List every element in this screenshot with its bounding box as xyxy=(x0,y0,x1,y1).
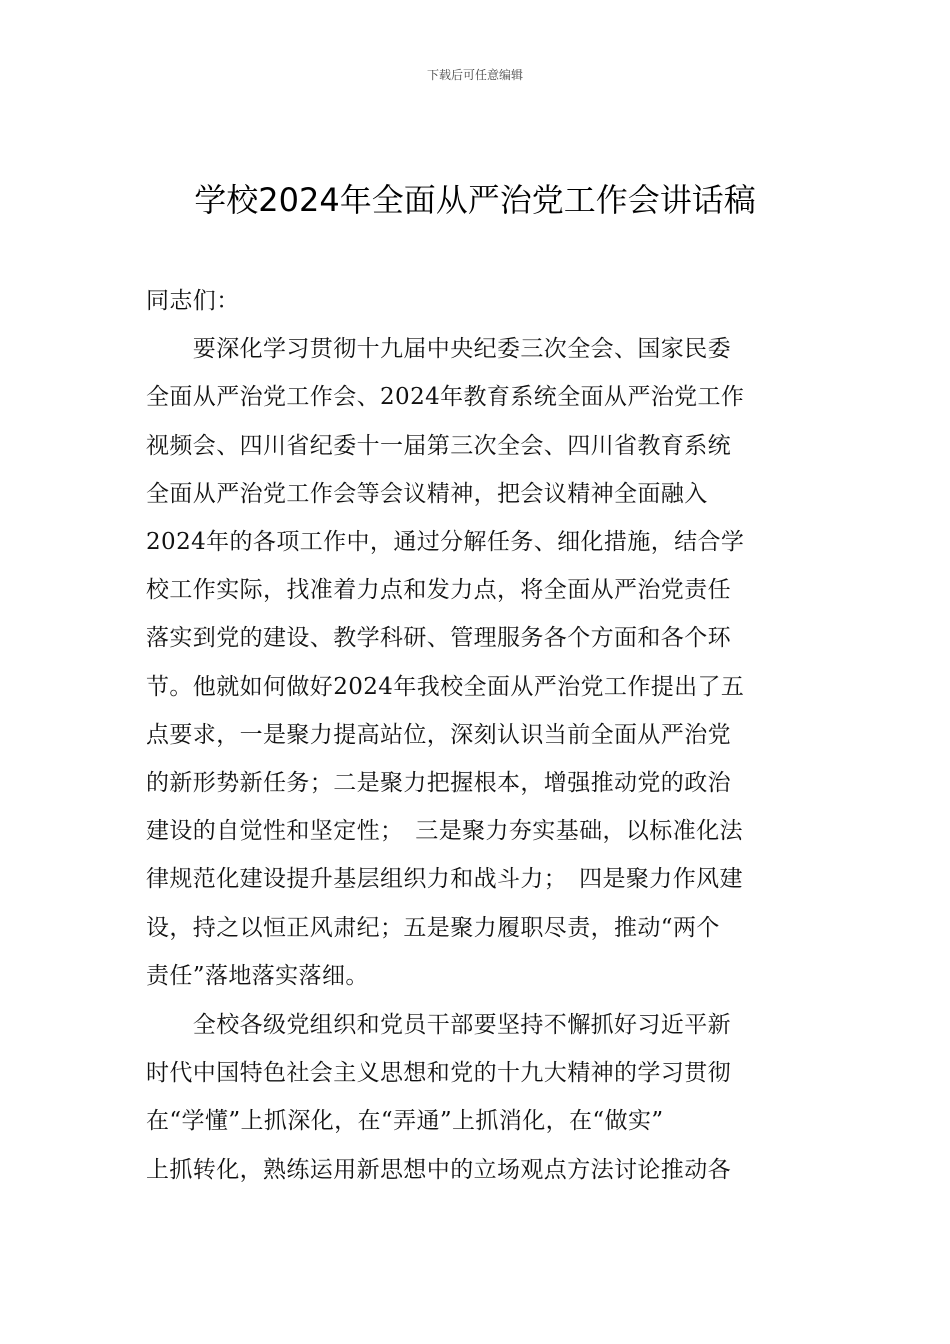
paragraph-1-line: 校工作实际，找准着力点和发力点，将全面从严治党责任 xyxy=(146,577,731,604)
paragraph-1-line: 要深化学习贯彻十九届中央纪委三次全会、国家民委 xyxy=(146,336,731,363)
paragraph-2-line: 时代中国特色社会主义思想和党的十九大精神的学习贯彻 xyxy=(146,1060,731,1087)
paragraph-1-line: 点要求，一是聚力提高站位，深刻认识当前全面从严治党 xyxy=(146,721,731,748)
salutation: 同志们： xyxy=(146,288,240,314)
page-header-note: 下载后可任意编辑 xyxy=(426,68,523,82)
document-body xyxy=(146,277,806,1194)
paragraph-1-line: 落实到党的建设、教学科研、管理服务各个方面和各个环 xyxy=(146,625,731,652)
paragraph-1-line: 视频会、四川省纪委十一届第三次全会、四川省教育系统 xyxy=(146,432,731,459)
paragraph-1-line: 建设的自觉性和坚定性； 三是聚力夯实基础，以标准化法 xyxy=(146,818,743,845)
paragraph-1-line: 全面从严治党工作会、2024年教育系统全面从严治党工作 xyxy=(146,384,745,411)
document-title: 学校2024年全面从严治党工作会讲话稿 xyxy=(194,181,756,219)
paragraph-1-line: 的新形势新任务；二是聚力把握根本，增强推动党的政治 xyxy=(146,770,731,797)
paragraph-2-line: 全校各级党组织和党员干部要坚持不懈抓好习近平新 xyxy=(146,1012,731,1039)
paragraph-1-line: 设，持之以恒正风肃纪；五是聚力履职尽责，推动“两个 xyxy=(146,914,720,941)
paragraph-1-line: 全面从严治党工作会等会议精神，把会议精神全面融入 xyxy=(146,480,708,507)
paragraph-2-line: 在“学懂”上抓深化，在“弄通”上抓消化，在“做实” xyxy=(146,1108,664,1135)
paragraph-1-line: 律规范化建设提升基层组织力和战斗力； 四是聚力作风建 xyxy=(146,866,743,893)
paragraph-1-line: 责任”落地落实落细。 xyxy=(146,962,369,989)
paragraph-1-line: 节。他就如何做好2024年我校全面从严治党工作提出了五 xyxy=(146,673,745,700)
paragraph-1-line: 2024年的各项工作中，通过分解任务、细化措施，结合学 xyxy=(146,529,745,556)
paragraph-2-line: 上抓转化，熟练运用新思想中的立场观点方法讨论推动各 xyxy=(146,1156,731,1183)
